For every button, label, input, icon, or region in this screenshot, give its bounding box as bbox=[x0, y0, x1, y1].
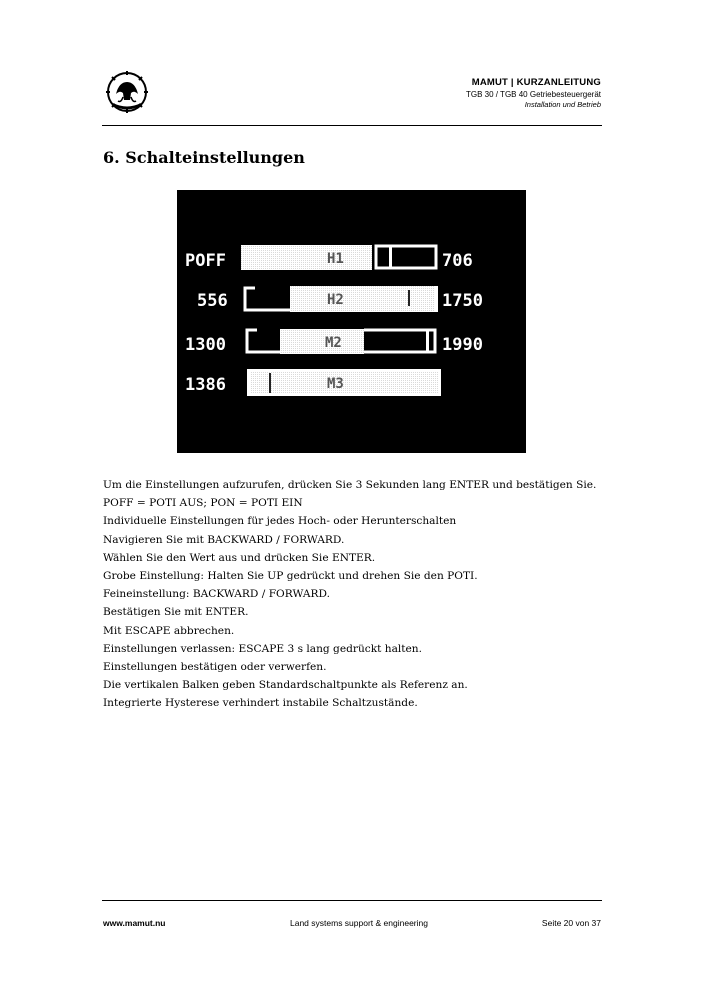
instruction-line: Navigieren Sie mit BACKWARD / FORWARD. bbox=[103, 533, 345, 546]
instruction-line: Mit ESCAPE abbrechen. bbox=[103, 624, 235, 637]
row1-gear-label: H1 bbox=[327, 251, 344, 267]
instruction-line: Individuelle Einstellungen für jedes Hoch- oder Herunterschalten bbox=[103, 515, 457, 528]
row3-marker bbox=[426, 330, 429, 352]
footer-tagline: Land systems support & engineering bbox=[290, 918, 428, 928]
header-title: MAMUT | KURZANLEITUNG bbox=[471, 77, 601, 88]
row4-gear-label: M3 bbox=[327, 376, 344, 392]
row1-marker bbox=[389, 246, 392, 268]
row3-right-value: 1990 bbox=[442, 335, 483, 355]
instruction-line: Bestätigen Sie mit ENTER. bbox=[103, 606, 249, 619]
row4-bar bbox=[250, 371, 439, 394]
row3-gear-label: M2 bbox=[325, 335, 342, 351]
instruction-line: Einstellungen verlassen: ESCAPE 3 s lang gedrückt halten. bbox=[103, 642, 422, 655]
row1-empty-bar bbox=[376, 246, 436, 268]
section-title: 6. Schalteinstellungen bbox=[103, 148, 305, 167]
row3-bar bbox=[280, 329, 364, 354]
row2-right-value: 1750 bbox=[442, 291, 483, 311]
instruction-line: Grobe Einstellung: Halten Sie UP gedrückt und drehen Sie den POTI. bbox=[103, 570, 478, 583]
instruction-line: Integrierte Hysterese verhindert instabile Schaltzustände. bbox=[103, 697, 418, 710]
row4-marker bbox=[269, 373, 271, 393]
instructions-text bbox=[103, 476, 603, 713]
instruction-line: POFF = POTI AUS; PON = POTI EIN bbox=[103, 497, 303, 510]
footer-website-link[interactable]: www.mamut.nu bbox=[103, 918, 166, 928]
instruction-line: Die vertikalen Balken geben Standardschaltpunkte als Referenz an. bbox=[103, 679, 468, 692]
row2-bracket bbox=[245, 288, 290, 310]
row2-marker bbox=[408, 290, 410, 306]
row2-left-value: 556 bbox=[197, 291, 228, 311]
row3-empty-bar bbox=[364, 330, 435, 352]
row1-left-value: POFF bbox=[185, 251, 226, 271]
row2-gear-label: H2 bbox=[327, 292, 344, 308]
row4-left-value: 1386 bbox=[185, 375, 226, 395]
row3-bracket bbox=[247, 330, 280, 352]
document-header bbox=[466, 77, 601, 109]
row3-left-value: 1300 bbox=[185, 335, 226, 355]
header-subtitle-2: Installation und Betrieb bbox=[524, 100, 601, 109]
footer-page-number: Seite 20 von 37 bbox=[541, 918, 601, 928]
instruction-line: Einstellungen bestätigen oder verwerfen. bbox=[103, 661, 327, 674]
instruction-line: Feineinstellung: BACKWARD / FORWARD. bbox=[103, 588, 330, 601]
row1-bar bbox=[241, 245, 372, 270]
row2-bar-end bbox=[434, 286, 438, 312]
instruction-line: Um die Einstellungen aufzurufen, drücken Sie 3 Sekunden lang ENTER und bestätigen Sie. bbox=[103, 479, 597, 491]
mamut-logo bbox=[101, 70, 153, 114]
device-display-photo bbox=[177, 190, 526, 453]
instruction-line: Wählen Sie den Wert aus und drücken Sie ENTER. bbox=[103, 551, 376, 564]
header-subtitle: TGB 30 / TGB 40 Getriebesteuergerät bbox=[465, 90, 601, 99]
row1-right-value: 706 bbox=[442, 251, 473, 271]
row2-bar bbox=[290, 286, 438, 312]
footer-divider bbox=[102, 900, 602, 901]
header-divider bbox=[102, 125, 602, 126]
